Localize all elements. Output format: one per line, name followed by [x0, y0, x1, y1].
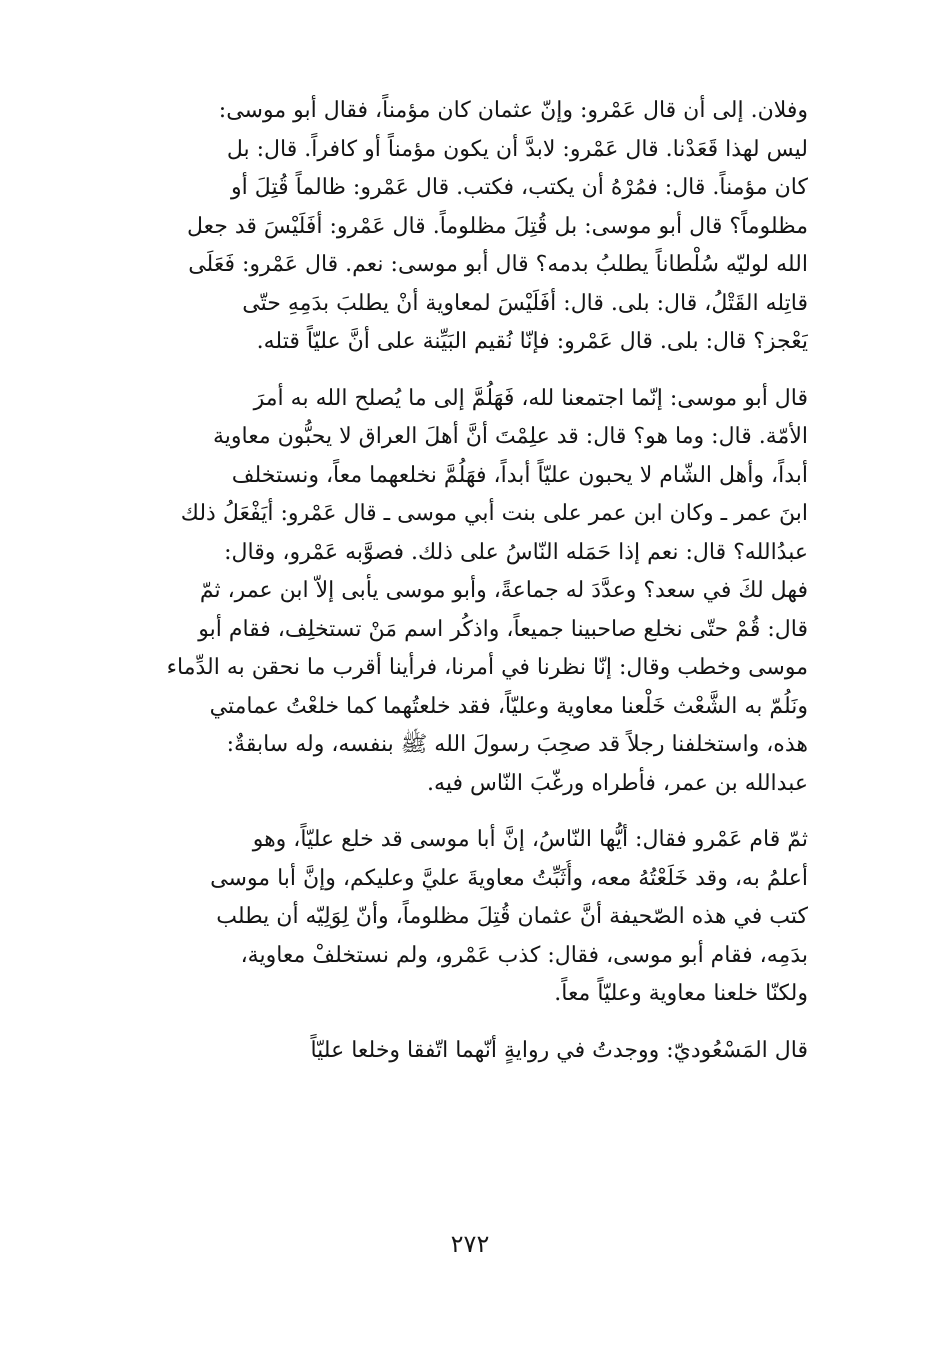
text-line: كتب في هذه الصّحيفة أنَّ عثمان قُتِلَ مظلوماً، وأنّ لِوَلِيّه أن يطلب — [216, 904, 808, 929]
text-line: كان مؤمناً. قال: فمُرْهُ أن يكتب، فكتب. قال عَمْرو: ظالماً قُتِلَ أو — [231, 175, 808, 200]
text-line: ونَلُمّ به الشَّعْث خَلْعنا معاوية وعليّاً، فقد خلعتُهما كما خلعْتُ عمامتي — [209, 693, 808, 719]
paragraph — [128, 92, 808, 362]
paragraph — [128, 380, 808, 804]
text-line: عبدُالله؟ قال: نعم إذا حَمَله النّاسُ على ذلك. فصوَّبه عَمْرو، وقال: — [224, 539, 808, 565]
text-line: مظلوماً؟ قال أبو موسى: بل قُتِلَ مظلوماً. قال عَمْرو: أفَلَيْسَ قد جعل — [186, 213, 808, 239]
text-line: ابنَ عمر ـ وكان ابن عمر على بنت أبي موسى ـ قال عَمْرو: أيَفْعَلُ ذلك — [180, 501, 808, 526]
text-line: وفلان. إلى أن قال عَمْرو: وإنّ عثمان كان مؤمناً، فقال أبو موسى: — [218, 98, 808, 123]
paragraph — [128, 821, 808, 1014]
text-line: قال: قُمْ حتّى نخلع صاحبينا جميعاً، واذكُر اسم مَنْ تستخلِف، فقام أبو — [198, 616, 808, 642]
text-line: الأمّة. قال: وما هو؟ قال: قد علِمْتَ أنَّ أهلَ العراق لا يحبُّون معاوية — [213, 424, 808, 449]
body-text — [128, 92, 808, 1070]
text-line: هذه، واستخلفنا رجلاً قد صحِبَ رسولَ الله ﷺ بنفسه، وله سابقةٌ: — [226, 732, 808, 757]
text-line: فهل لكَ في سعد؟ وعدَّدَ له جماعةً، وأبو موسى يأبى إلاّ ابن عمر، ثمّ — [199, 578, 808, 603]
text-line: أبداً، وأهل الشّام لا يحبون عليّاً أبداً، فهَلُمَّ نخلعهما معاً، ونستخلف — [231, 462, 808, 488]
text-line: قال أبو موسى: إنّما اجتمعنا لله، فَهَلُمَّ إلى ما يُصلح الله به أمرَ — [253, 385, 808, 411]
text-line: يَعْجز؟ قال: بلى. قال عَمْرو: فإنّا نُقيم البَيِّنة على أنَّ عليّاً قتله. — [256, 329, 808, 354]
text-line: أعلمُ به، وقد خَلَعْتُهُ معه، وأُثَبِّتُ معاويةَ عليَّ وعليكم، وإنَّ أبا موسى — [210, 865, 808, 891]
page-number: ٢٧٢ — [450, 1230, 490, 1258]
text-line: قال المَسْعُوديّ: ووجدتُ في روايةٍ أنّهما اتّفقا وخلعا عليّاً — [310, 1037, 808, 1063]
text-line: موسى وخطب وقال: إنّا نظرنا في أمرنا، فرأينا أقرب ما نحقن به الدِّماء — [166, 655, 808, 680]
text-line: ولكنّا خلعنا معاوية وعليّاً معاً. — [554, 981, 808, 1006]
text-line: ليس لهذا قَعَدْنا. قال عَمْرو: لابدَّ أن يكون مؤمناً أو كافراً. قال: بل — [226, 136, 808, 162]
text-line: ثمّ قام عَمْرو فقال: أيُّها النّاسُ، إنَّ أبا موسى قد خلع عليّاً، وهو — [252, 827, 808, 852]
text-line: الله لوليّه سُلْطاناً يطلبُ بدمه؟ قال أبو موسى: نعم. قال عَمْرو: فَعَلَى — [188, 252, 808, 277]
text-line: قاتِله القَتْلُ، قال: بلى. قال: أفَلَيْسَ لمعاوية أنْ يطلبَ بدَمِهِ حتّى — [242, 290, 808, 316]
paragraph — [128, 1032, 808, 1071]
text-line: بدَمِه، فقام أبو موسى، فقال: كذب عَمْرو، ولم نستخلفْ معاوية، — [240, 942, 808, 968]
text-line: عبدالله بن عمر، فأطراه ورغّبَ النّاس فيه. — [427, 770, 808, 796]
